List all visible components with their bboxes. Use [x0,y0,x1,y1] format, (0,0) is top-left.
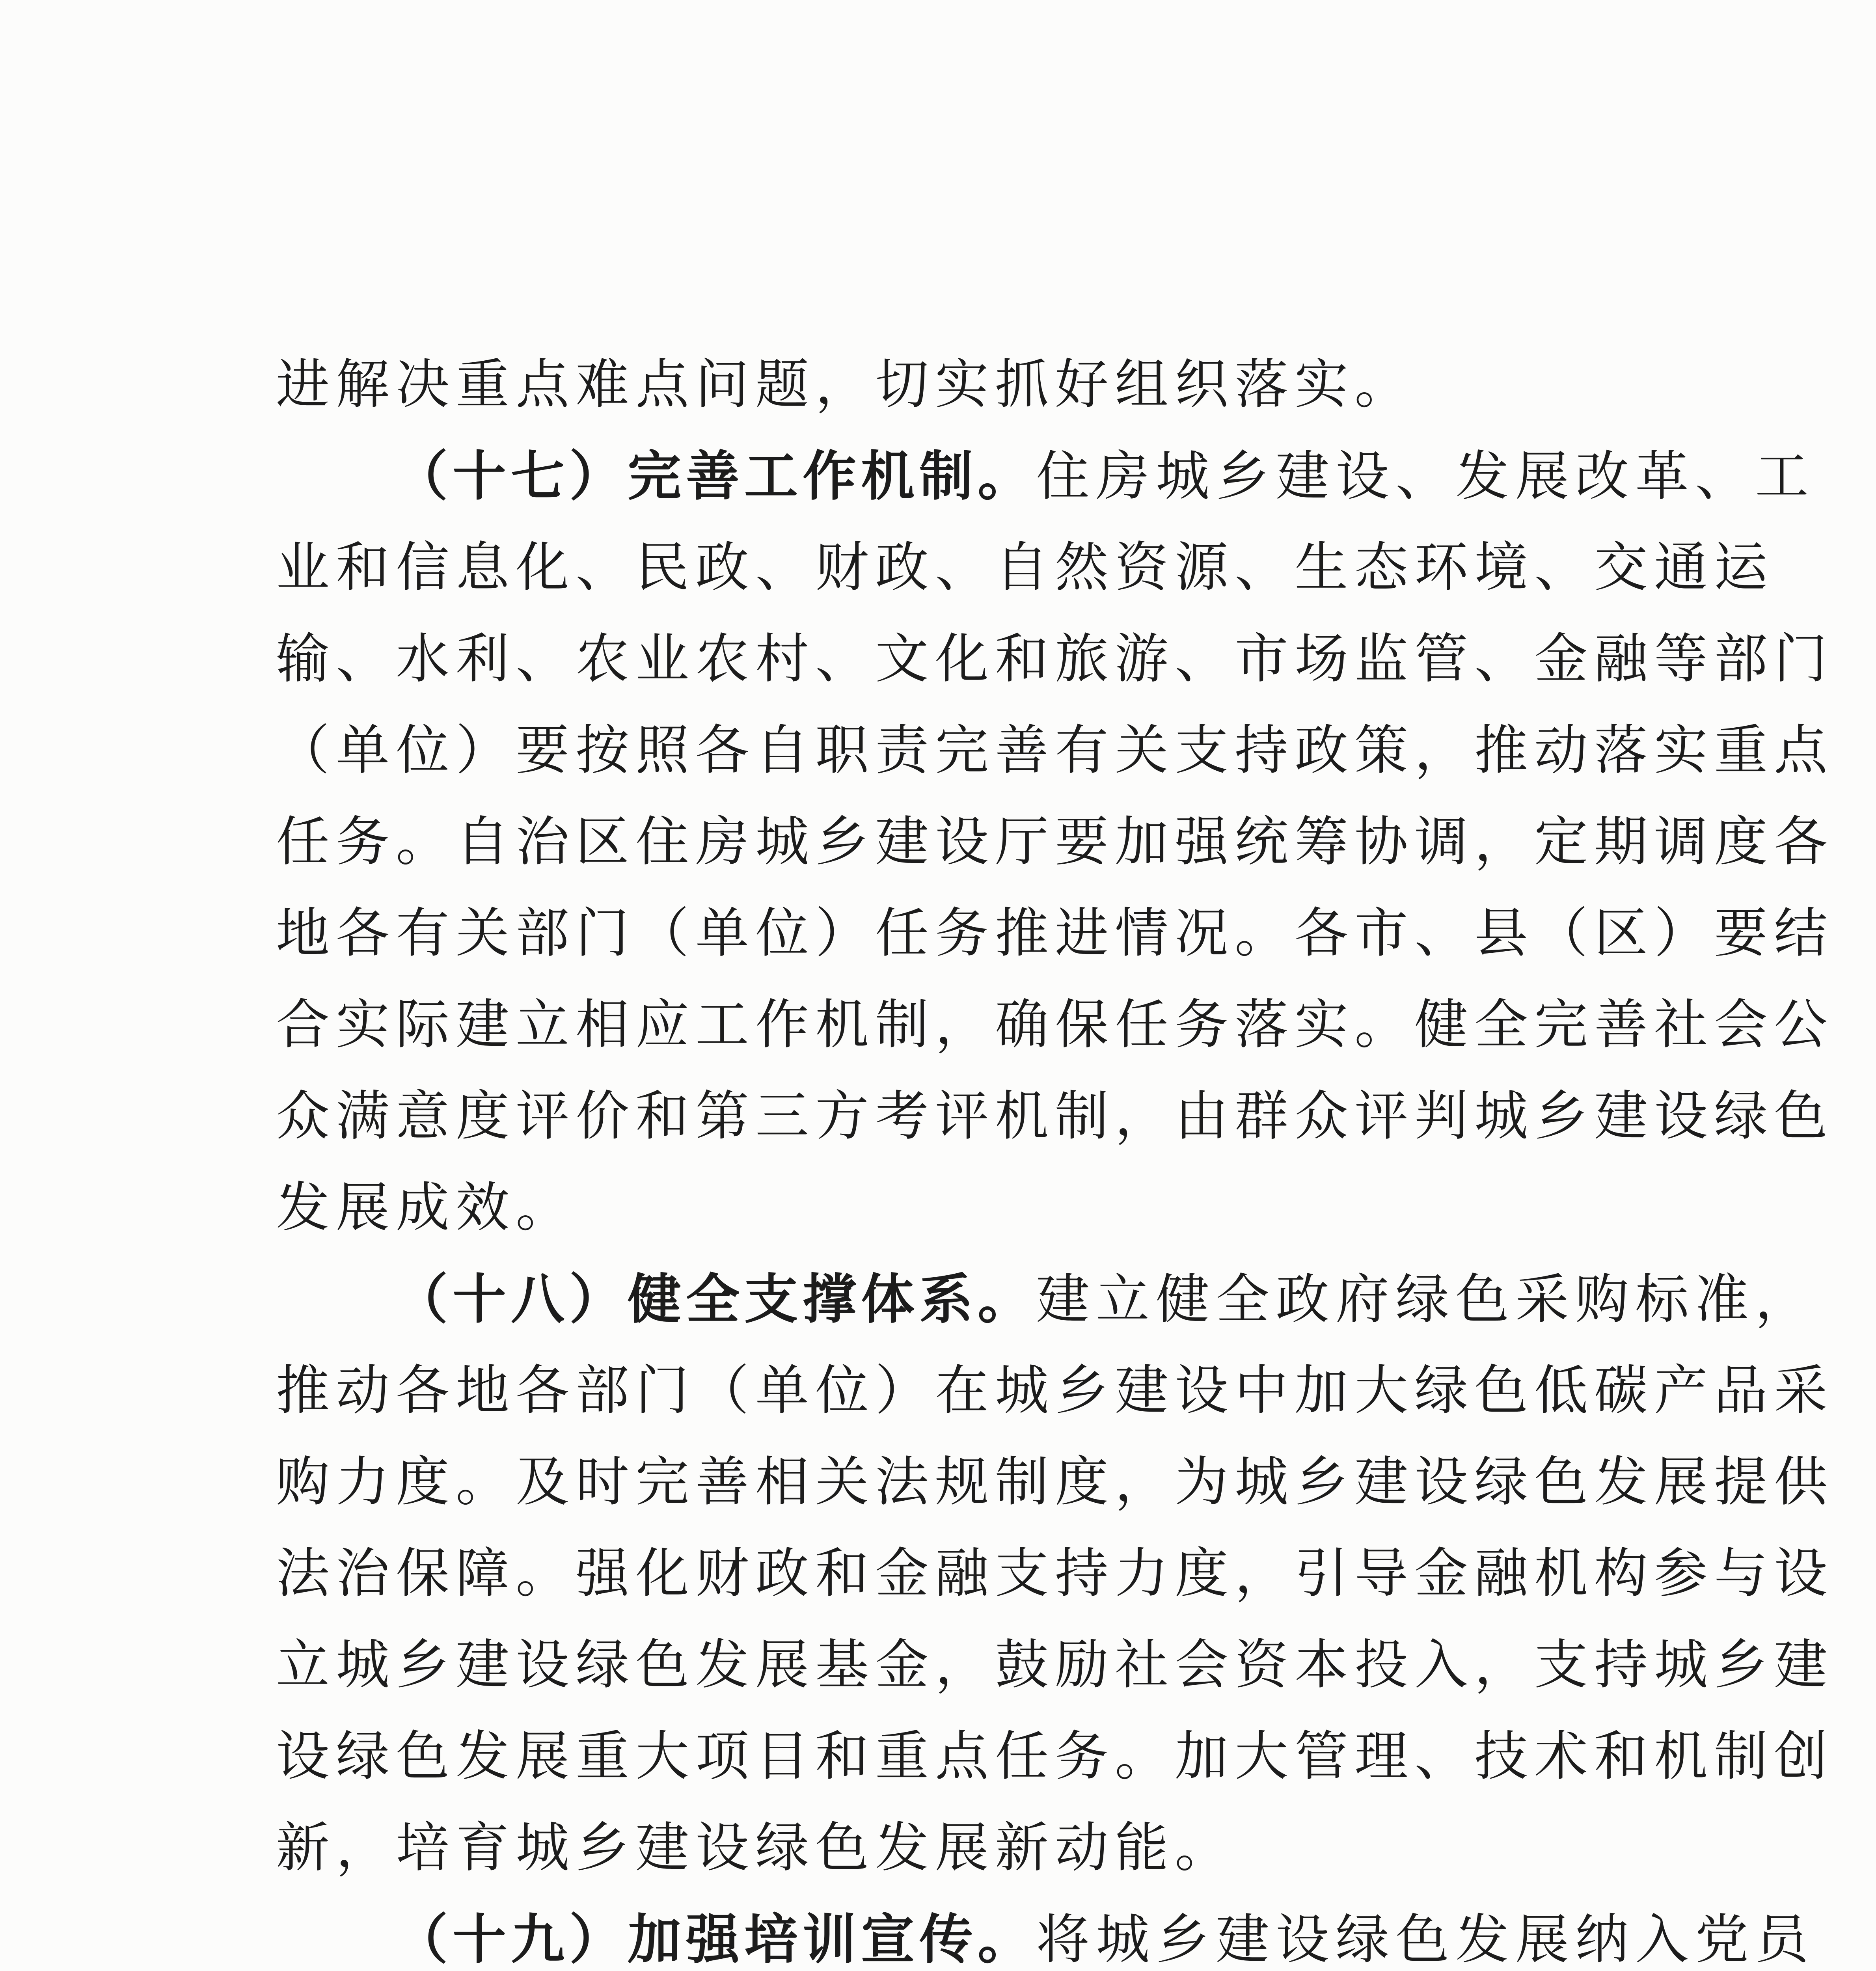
text-line: 地各有关部门（单位）任务推进情况。各市、县（区）要结 [276,902,1834,965]
text-line: 购力度。及时完善相关法规制度，为城乡建设绿色发展提供 [276,1451,1834,1513]
body-text [276,339,1834,1971]
text-line: 设绿色发展重大项目和重点任务。加大管理、技术和机制创 [276,1725,1834,1788]
text-line: 众满意度评价和第三方考评机制，由群众评判城乡建设绿色 [276,1085,1834,1148]
text-line: 住房城乡建设、发展改革、工 [1036,445,1815,508]
section-18-heading: （十八）健全支撑体系。 [394,1268,1036,1331]
text-line: 立城乡建设绿色发展基金，鼓励社会资本投入，支持城乡建 [276,1634,1834,1696]
text-line: （单位）要按照各自职责完善有关支持政策，推动落实重点 [276,719,1834,782]
text-line: 推动各地各部门（单位）在城乡建设中加大绿色低碳产品采 [276,1360,1834,1422]
section-19-heading: （十九）加强培训宣传。 [394,1908,1036,1971]
section-19-first-line [276,1894,1815,1971]
text-line: 输、水利、农业农村、文化和旅游、市场监管、金融等部门 [276,628,1834,690]
text-line: 合实际建立相应工作机制，确保任务落实。健全完善社会公 [276,994,1834,1056]
text-line: 建立健全政府绿色采购标准， [1036,1269,1815,1331]
text-line: 进解决重点难点问题，切实抓好组织落实。 [276,354,1414,416]
text-line: 法治保障。强化财政和金融支持力度，引导金融机构参与设 [276,1543,1834,1605]
text-line: 将城乡建设绿色发展纳入党员 [1036,1909,1815,1971]
text-line: 任务。自治区住房城乡建设厅要加强统筹协调，定期调度各 [276,811,1834,873]
section-17-first-line [276,430,1815,522]
section-18-first-line [276,1254,1815,1345]
section-17-heading: （十七）完善工作机制。 [394,445,1036,508]
text-line: 发展成效。 [276,1177,576,1239]
text-line: 新，培育城乡建设绿色发展新动能。 [276,1817,1235,1879]
text-line: 业和信息化、民政、财政、自然资源、生态环境、交通运 [276,537,1774,599]
